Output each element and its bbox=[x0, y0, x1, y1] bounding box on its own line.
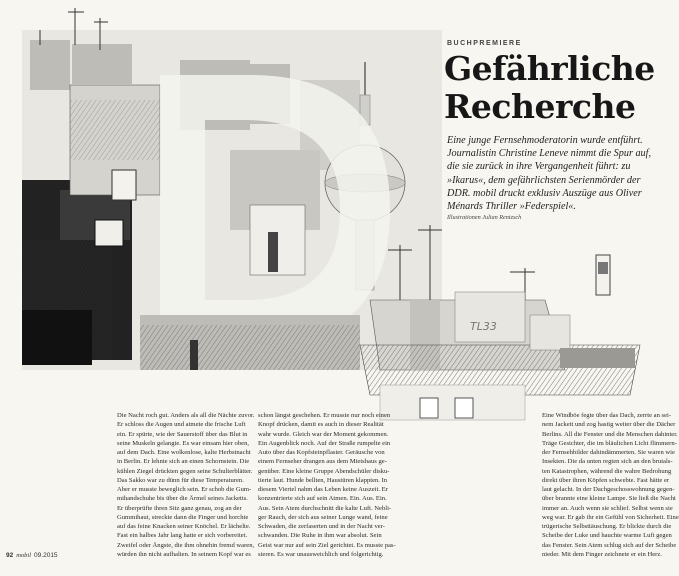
text-line: direkt über ihren Köpfen schwebte. Fast hätte er bbox=[542, 476, 670, 484]
text-line: Knopf drücken, damit es auch in dieser Realität bbox=[258, 421, 384, 429]
article-title bbox=[444, 50, 659, 126]
text-line: Die Nacht roch gut. Anders als all die Nächte zuvor. bbox=[117, 412, 255, 419]
text-line: ten Katastrophen, während die wahre Bedrohung bbox=[542, 467, 672, 475]
text-line: Auto über das Kopfsteinpflaster. Geräusche von bbox=[258, 449, 385, 456]
text-column-3 bbox=[542, 411, 679, 563]
magazine-name: mobil bbox=[16, 552, 32, 559]
text-line: Zweifel oder Ängste, die ihm ohnehin fremd waren, bbox=[117, 541, 255, 549]
kicker: BUCHPREMIERE bbox=[447, 40, 522, 47]
text-line: Berlins. All die Fenster und die Menschen dahinter. bbox=[542, 430, 678, 438]
text-line: Geist war nur auf sein Ziel gerichtet. Es musste pas- bbox=[258, 541, 396, 549]
text-line: Das Sakko war zu dünn für diese Temperaturen. bbox=[117, 476, 244, 484]
text-line: Ein Augenblick noch. Auf der Straße rumpelte ein bbox=[258, 439, 391, 447]
text-line: mihandschuhe bis über die Ärmel seines Jacketts. bbox=[117, 495, 248, 503]
text-line: immer an. Auch wenn sie schlief. Selbst wenn sie bbox=[542, 504, 673, 512]
text-line: diesem Viertel nahm das Leben keine Auszeit. Er bbox=[258, 486, 388, 493]
text-line: Träge Gesichter, die im bläulichen Licht flimmern- bbox=[542, 439, 677, 447]
text-line: Schwaden, die zerfaserten und in der Nacht ver- bbox=[258, 523, 385, 530]
text-line: einem Fernseher drangen aus dem Mietshaus ge- bbox=[258, 458, 387, 466]
text-line: der Fernsehbilder dahindämmerten. Sie waren wie bbox=[542, 449, 675, 456]
text-line: ger Rauch, der sich aus seiner Lunge wand, feine bbox=[258, 513, 388, 521]
text-line: seine Muskeln gelangte. Es war einsam hier oben, bbox=[117, 439, 250, 447]
text-line: laut gelacht. In der Dachgeschosswohnung gegen- bbox=[542, 486, 675, 493]
text-line: Gummihaut, streckte dann die Finger und horchte bbox=[117, 513, 249, 521]
text-line: in Berlin. Er lehnte sich an einen Schornstein. Die bbox=[117, 458, 250, 466]
text-line: kühlen Ziegel drückten gegen seine Schulterblätter. bbox=[117, 467, 253, 475]
text-line: wahr wurde. Gleich war der Moment gekommen. bbox=[258, 430, 389, 438]
text-line: das Fenster. Sein Atem schlug sich auf der Scheibe bbox=[542, 541, 677, 549]
title-line-1: Gefährliche bbox=[444, 49, 655, 88]
text-line: auf das feine Knacken seiner Knöchel. Er lächelte. bbox=[117, 523, 251, 530]
text-line: würden ihn nicht aufhalten. In seinem Kopf war es bbox=[117, 550, 251, 558]
page-footer bbox=[6, 552, 58, 559]
text-line: Aus. Sein Atem durchschnitt die kalte Luft. Nebli- bbox=[258, 504, 392, 512]
text-line: über brannte eine kleine Lampe. Sie ließ die Nacht bbox=[542, 495, 676, 503]
text-line: ein. Er spürte, wie der Sauerstoff über das Blut in bbox=[117, 430, 248, 438]
issue-date: 09.2015 bbox=[34, 552, 58, 559]
text-line: nieder. Mit dem Finger zeichnete er ein Herz. bbox=[542, 550, 662, 558]
text-column-2 bbox=[258, 411, 394, 563]
title-line-2: Recherche bbox=[444, 87, 636, 126]
text-line: genüber. Eine kleine Gruppe Abendschüler disku- bbox=[258, 467, 390, 475]
text-line: Er schloss die Augen und atmete die frische Luft bbox=[117, 421, 246, 429]
text-line: Eine Windböe fegte über das Dach, zerrte an sei- bbox=[542, 412, 672, 419]
text-line: auf dem Dach. Eine wolkenlose, kalte Herbstnacht bbox=[117, 449, 251, 456]
svg-text:TL33: TL33 bbox=[470, 320, 497, 333]
text-line: Er überprüfte ihren Sitz ganz genau, zog an der bbox=[117, 504, 242, 512]
text-line: tierte laut. Hunde bellten, Haustüren klappten. In bbox=[258, 476, 388, 484]
page-number: 92 bbox=[6, 552, 14, 559]
article-lead: Eine junge Fernsehmoderatorin wurde entführt. Journalistin Christine Leneve nimmt die Spur auf, die sie zurück in ihre Vergangenheit führt: zu »Ikarus«, dem gefährlichsten Serienmörder der DDR. mobil druckt exklusiv Auszüge aus Oliver Ménards Thriller »Federspiel«. bbox=[447, 135, 652, 213]
text-line: Scheibe der Luke und hauchte warme Luft gegen bbox=[542, 532, 672, 540]
text-line: nem Jackett und zog hastig weiter über die Dächer bbox=[542, 421, 676, 429]
text-column-1 bbox=[117, 411, 255, 563]
text-line: trügerische Selbsttäuschung. Er blickte durch die bbox=[542, 523, 672, 530]
text-line: Fast ein halbes Jahr lang hatte er sich vorbereitet. bbox=[117, 532, 248, 540]
text-line: weg war. Er gab ihr ein Gefühl von Sicherheit. Eine bbox=[542, 513, 679, 521]
text-line: konzentrierte sich auf sein Atmen. Ein. Aus. Ein. bbox=[258, 495, 387, 503]
text-line: Aber er musste beweglich sein. Er schob die Gum- bbox=[117, 486, 252, 493]
text-line: Insekten. Die da unten regten sich an den brutals- bbox=[542, 458, 673, 466]
text-line: schwanden. Die Ruhe in ihm war absolut. Sein bbox=[258, 532, 382, 540]
illustration-credit: Illustrationen Julian Rentzsch bbox=[447, 214, 522, 221]
text-line: schon längst geschehen. Er musste nur noch einen bbox=[258, 412, 391, 419]
text-line: sieren. Es war unausweichlich und folgerichtig. bbox=[258, 550, 384, 558]
